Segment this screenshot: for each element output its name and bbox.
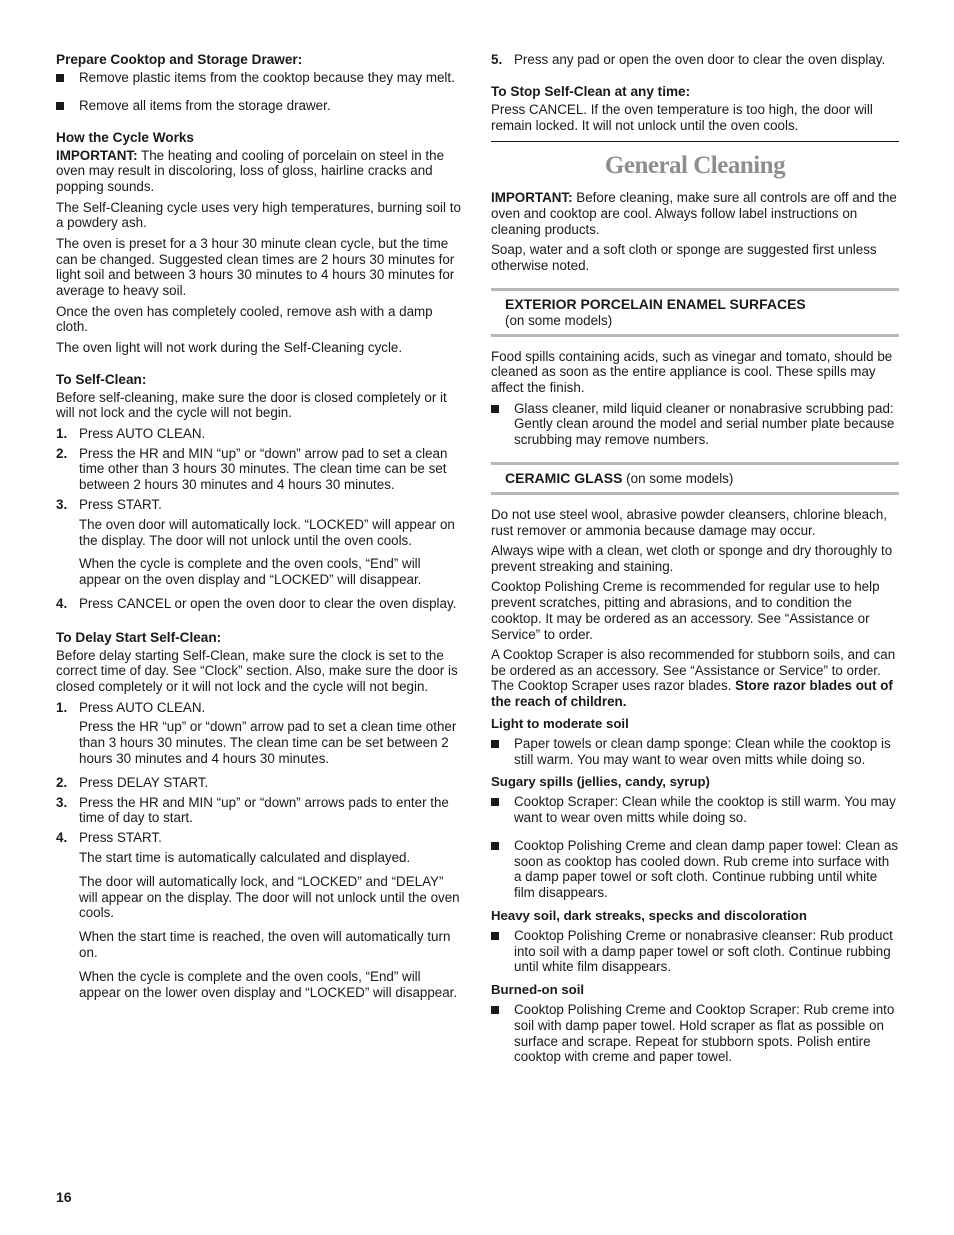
square-bullet-icon — [491, 405, 499, 413]
subheading: Heavy soil, dark streaks, specks and discoloration — [491, 908, 807, 924]
exterior-header: EXTERIOR PORCELAIN ENAMEL SURFACES (on some models) — [491, 288, 899, 337]
ceramic-header: CERAMIC GLASS (on some models) — [491, 462, 899, 495]
left-column — [56, 52, 462, 1006]
selfclean-heading: To Self-Clean: — [56, 371, 147, 387]
paragraph: Once the oven has completely cooled, remove ash with a damp cloth. — [56, 303, 433, 335]
prepare-heading: Prepare Cooktop and Storage Drawer: — [56, 52, 303, 67]
paragraph: The oven is preset for a 3 hour 30 minute clean cycle, but the time can be changed. Suggested clean times are 2 hours 30 minutes for light soil and between 3 hours 30 minutes to 4 hours 30 minutes for average to heavy soil. — [56, 235, 455, 299]
step: 3. Press START. — [56, 496, 162, 512]
step: 1. Press AUTO CLEAN. — [56, 425, 206, 441]
paragraph: Do not use steel wool, abrasive powder cleansers, chlorine bleach, rust remover or ammonia because damage may occur. — [491, 506, 887, 538]
subheading: Burned-on soil — [491, 982, 585, 998]
square-bullet-icon — [491, 842, 499, 850]
step: 5. Press any pad or open the oven door to clear the oven display. — [491, 52, 886, 67]
how-important: IMPORTANT: The heating and cooling of porcelain on steel in the oven may result in discoloring, loss of gloss, hairline cracks and popping sounds. — [56, 147, 445, 195]
step: 1. Press AUTO CLEAN. — [56, 699, 206, 715]
step: 2. Press the HR and MIN “up” or “down” arrow pad to set a clean time other than 3 hours 30 minutes. The clean time can be set between 2 hours 30 minutes and 4 hours 30 minutes. — [56, 445, 448, 493]
paragraph: Before delay starting Self-Clean, make sure the clock is set to the correct time of day. See “Clock” section. Also, make sure the door is closed completely or it will not lock and the cycle will not begin. — [56, 647, 458, 695]
list-item: Cooktop Polishing Creme or nonabrasive cleanser: Rub product into soil with a damp paper towel or soft cloth. Continue rubbing until white film disappears. — [491, 928, 899, 975]
step: 2. Press DELAY START. — [56, 774, 209, 790]
list-item: Cooktop Scraper: Clean while the cooktop is still warm. You may want to wear oven mitts while doing so. — [491, 794, 899, 826]
list-item: Remove plastic items from the cooktop because they may melt. — [56, 70, 462, 86]
subheading: Light to moderate soil — [491, 716, 629, 732]
list-item: Cooktop Polishing Creme and Cooktop Scraper: Rub creme into soil with damp paper towel. Hold scraper as flat as possible on surface and scrape. Repeat for stubborn spots. Polish entire cooktop with creme and paper towel. — [491, 1002, 899, 1065]
step-note: When the cycle is complete and the oven cools, “End” will appear on the lower oven display and “LOCKED” will disappear. — [79, 968, 458, 1000]
square-bullet-icon — [56, 74, 64, 82]
paragraph: Soap, water and a soft cloth or sponge are suggested first unless otherwise noted. — [491, 242, 877, 274]
right-column — [491, 52, 899, 1072]
list-item: Remove all items from the storage drawer. — [56, 98, 462, 114]
step-note: The start time is automatically calculated and displayed. — [79, 850, 411, 866]
step-note: When the start time is reached, the oven will automatically turn on. — [79, 929, 451, 961]
paragraph: Before self-cleaning, make sure the door is closed completely or it will not lock and the cycle will not begin. — [56, 389, 447, 421]
square-bullet-icon — [491, 740, 499, 748]
paragraph: The oven light will not work during the Self-Cleaning cycle. — [56, 339, 403, 355]
paragraph: Food spills containing acids, such as vinegar and tomato, should be cleaned as soon as the entire appliance is cool. These spills may affect the finish. — [491, 348, 893, 396]
paragraph: The Self-Cleaning cycle uses very high temperatures, burning soil to a powdery ash. — [56, 199, 461, 231]
stop-heading: To Stop Self-Clean at any time: — [491, 83, 691, 99]
delay-heading: To Delay Start Self-Clean: — [56, 629, 222, 645]
general-important: IMPORTANT: Before cleaning, make sure all controls are off and the oven and cooktop are cool. Always follow label instructions on cleaning products. — [491, 190, 897, 237]
paragraph: Press CANCEL. If the oven temperature is too high, the door will remain locked. It will not unlock until the oven cools. — [491, 101, 873, 133]
step-note: The door will automatically lock, and “LOCKED” and “DELAY” will appear on the display. The door will not unlock until the oven cools. — [79, 873, 460, 921]
subheading: Sugary spills (jellies, candy, syrup) — [491, 774, 710, 790]
step-note: The oven door will automatically lock. “LOCKED” will appear on the display. The door will not unlock until the oven cools. — [79, 516, 455, 548]
step: 3. Press the HR and MIN “up” or “down” arrows pads to enter the time of day to start. — [56, 794, 449, 826]
list-item: Paper towels or clean damp sponge: Clean while the cooktop is still warm. You may want to wear oven mitts while doing so. — [491, 736, 899, 768]
square-bullet-icon — [491, 932, 499, 940]
paragraph: Cooktop Polishing Creme is recommended for regular use to help prevent scratches, pitting and abrasions, and to condition the cooktop. It may be ordered as an accessory. See “Assistance or Service” to order. — [491, 579, 880, 642]
how-heading: How the Cycle Works — [56, 129, 194, 145]
paragraph: A Cooktop Scraper is also recommended for stubborn soils, and can be ordered as an accessory. See “Assistance or Service” to order. The Cooktop Scraper uses razor blades. Store razor blades out of the reach of children. — [491, 646, 896, 710]
square-bullet-icon — [491, 1006, 499, 1014]
list-item: Glass cleaner, mild liquid cleaner or nonabrasive scrubbing pad: Gently clean around the model and serial number plate because scrubbing may remove numbers. — [491, 401, 899, 448]
square-bullet-icon — [491, 798, 499, 806]
section-title: General Cleaning — [604, 152, 786, 180]
page-number: 16 — [56, 1189, 72, 1205]
step: 4. Press START. — [56, 830, 162, 846]
section-divider — [491, 141, 899, 142]
step: 4. Press CANCEL or open the oven door to clear the oven display. — [56, 595, 457, 611]
step-note: Press the HR “up” or “down” arrow pad to set a clean time other than 3 hours 30 minutes. The clean time can be set between 2 hours 30 minutes and 4 hours 30 minutes. — [79, 719, 457, 767]
square-bullet-icon — [56, 102, 64, 110]
step-note: When the cycle is complete and the oven cools, “End” will appear on the oven display and “LOCKED” will disappear. — [79, 556, 422, 588]
paragraph: Always wipe with a clean, wet cloth or sponge and dry thoroughly to prevent streaking and staining. — [491, 542, 893, 574]
list-item: Cooktop Polishing Creme and clean damp paper towel: Clean as soon as cooktop has cooled down. Rub creme into surface with a damp paper towel or soft cloth. Continue rubbing until white film disappears. — [491, 838, 899, 901]
